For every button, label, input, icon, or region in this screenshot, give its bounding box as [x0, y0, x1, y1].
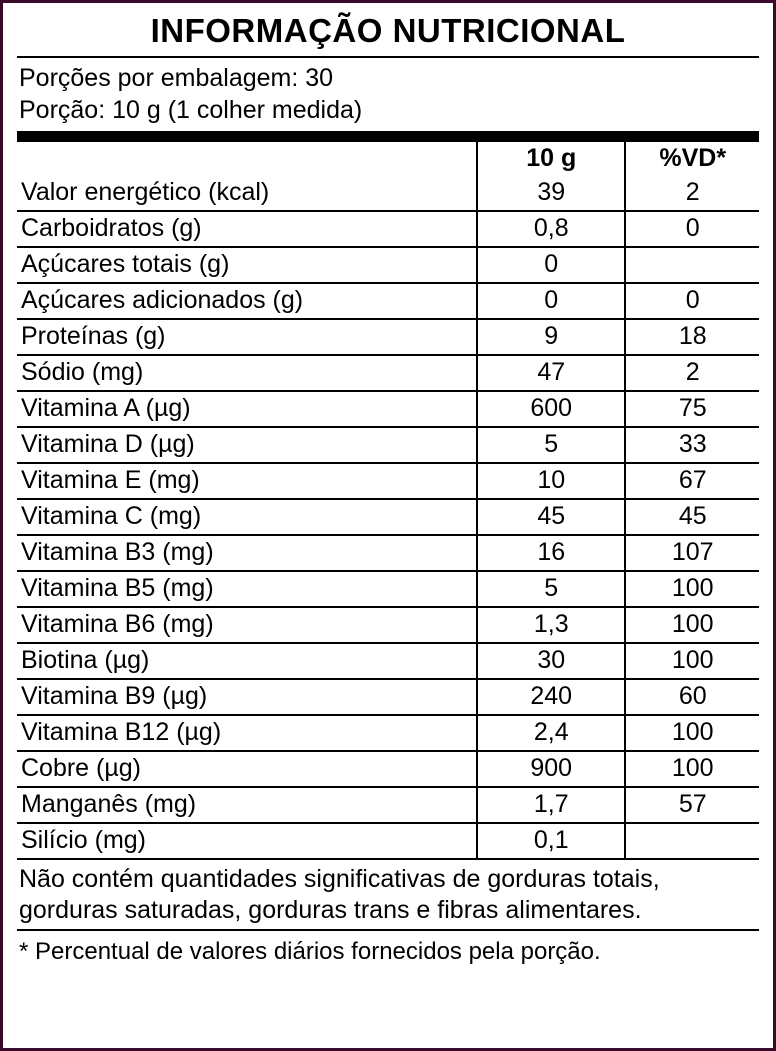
table-row	[17, 176, 759, 211]
nutrient-name: Vitamina B9 (µg)	[17, 679, 477, 715]
table-row	[17, 823, 759, 858]
nutrient-dv: 45	[625, 499, 759, 535]
nutrient-name: Sódio (mg)	[17, 355, 477, 391]
nutrient-amount: 45	[477, 499, 625, 535]
nutrient-name: Vitamina B6 (mg)	[17, 607, 477, 643]
nutrient-amount: 5	[477, 427, 625, 463]
nutrition-table	[17, 142, 759, 858]
nutrient-name: Cobre (µg)	[17, 751, 477, 787]
nutrient-name: Vitamina C (mg)	[17, 499, 477, 535]
nutrient-dv: 2	[625, 355, 759, 391]
table-row	[17, 679, 759, 715]
nutrient-name: Silício (mg)	[21, 825, 147, 854]
nutrient-dv: 0	[625, 283, 759, 319]
table-body	[17, 176, 759, 858]
nutrient-dv: 18	[625, 319, 759, 355]
column-header-amount: 10 g	[477, 142, 625, 176]
table-row	[17, 535, 759, 571]
nutrient-name: Açúcares adicionados (g)	[17, 283, 477, 319]
table-row	[17, 211, 759, 247]
table-row	[17, 607, 759, 643]
table-row	[17, 247, 759, 283]
nutrient-dv: 33	[625, 427, 759, 463]
footnote-daily-values: * Percentual de valores diários fornecidos pela porção.	[19, 937, 601, 965]
table-row	[17, 463, 759, 499]
nutrient-amount: 16	[477, 535, 625, 571]
table-row	[17, 499, 759, 535]
nutrient-name: Manganês (mg)	[17, 787, 477, 823]
nutrient-dv: 100	[625, 643, 759, 679]
table-row	[17, 643, 759, 679]
nutrient-amount: 39	[477, 176, 625, 211]
serving-info	[17, 58, 759, 131]
nutrient-name: Proteínas (g)	[17, 319, 477, 355]
servings-per-package: Porções por embalagem: 30	[19, 63, 334, 92]
nutrient-dv: 67	[625, 463, 759, 499]
table-row	[17, 355, 759, 391]
nutrient-amount: 0,1	[477, 823, 625, 858]
nutrient-amount: 9	[477, 319, 625, 355]
nutrient-dv	[625, 823, 759, 858]
nutrient-name: Vitamina B3 (mg)	[17, 535, 477, 571]
table-row	[17, 715, 759, 751]
table-header	[17, 142, 759, 176]
nutrient-amount: 1,3	[477, 607, 625, 643]
table-row	[17, 391, 759, 427]
nutrient-amount: 900	[477, 751, 625, 787]
serving-size: Porção: 10 g (1 colher medida)	[19, 95, 363, 124]
nutrient-dv: 57	[625, 787, 759, 823]
nutrient-name: Vitamina A (µg)	[17, 391, 477, 427]
nutrient-dv: 2	[625, 176, 759, 211]
table-row	[17, 283, 759, 319]
nutrient-amount: 5	[477, 571, 625, 607]
nutrient-name: Biotina (µg)	[17, 643, 477, 679]
table-row	[17, 571, 759, 607]
footnote-no-significant-amounts: Não contém quantidades significativas de gorduras totais, gorduras saturadas, gorduras trans e fibras alimentares.	[19, 864, 660, 925]
nutrient-dv	[625, 247, 759, 283]
nutrient-amount: 600	[477, 391, 625, 427]
nutrient-dv: 60	[625, 679, 759, 715]
nutrient-name: Vitamina B5 (mg)	[17, 571, 477, 607]
table-row	[17, 787, 759, 823]
nutrient-amount: 240	[477, 679, 625, 715]
nutrient-name: Vitamina B12 (µg)	[17, 715, 477, 751]
nutrient-amount: 0,8	[477, 211, 625, 247]
nutrient-name: Vitamina E (mg)	[17, 463, 477, 499]
nutrient-amount: 30	[477, 643, 625, 679]
column-header-dv: %VD*	[625, 142, 759, 176]
nutrient-amount: 2,4	[477, 715, 625, 751]
nutrient-dv: 100	[625, 751, 759, 787]
bottom-spacer	[17, 967, 759, 1042]
nutrient-amount: 1,7	[477, 787, 625, 823]
table-row	[17, 751, 759, 787]
divider-thick	[17, 131, 759, 142]
table-header-row	[17, 142, 759, 176]
nutrient-name: Carboidratos (g)	[17, 211, 477, 247]
page-title: INFORMAÇÃO NUTRICIONAL	[150, 12, 626, 49]
nutrient-dv: 100	[625, 607, 759, 643]
nutrient-amount: 0	[477, 247, 625, 283]
nutrient-amount: 10	[477, 463, 625, 499]
nutrient-dv: 100	[625, 571, 759, 607]
nutrient-amount: 0	[477, 283, 625, 319]
nutrient-name: Valor energético (kcal)	[17, 176, 477, 211]
nutrient-dv: 107	[625, 535, 759, 571]
nutrient-name: Açúcares totais (g)	[17, 247, 477, 283]
table-row	[17, 427, 759, 463]
nutrient-amount: 47	[477, 355, 625, 391]
table-row	[17, 319, 759, 355]
column-header-nutrient	[17, 142, 477, 176]
nutrient-dv: 0	[625, 211, 759, 247]
nutrient-dv: 100	[625, 715, 759, 751]
nutrient-name: Vitamina D (µg)	[17, 427, 477, 463]
nutrient-dv: 75	[625, 391, 759, 427]
